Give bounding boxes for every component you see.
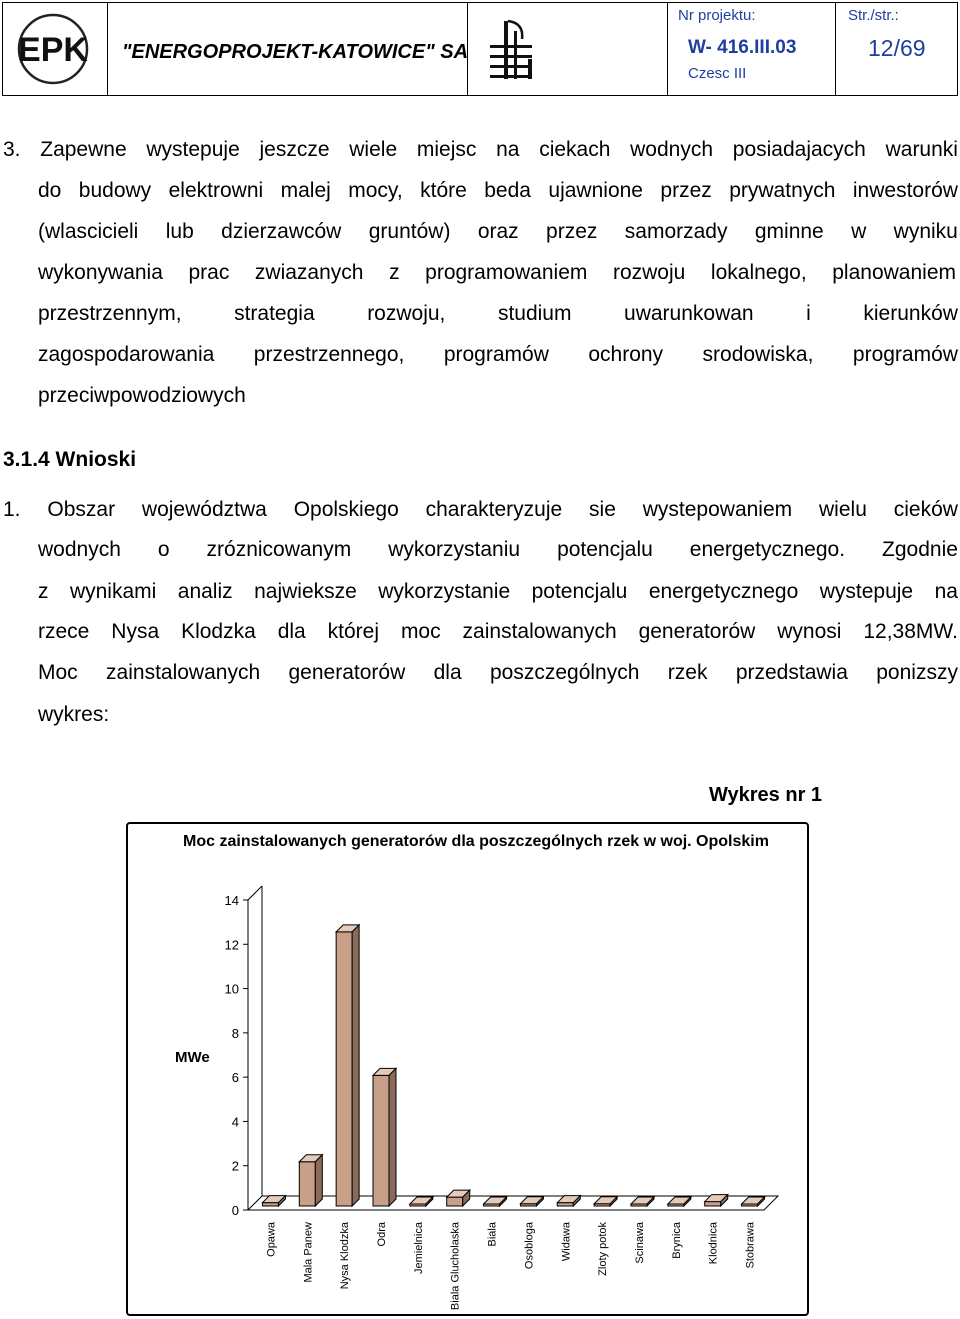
word: warunki xyxy=(885,138,958,161)
word: ponizszy xyxy=(876,661,958,684)
word: wykorzystaniu xyxy=(388,538,521,561)
word: Opolskiego xyxy=(293,498,399,521)
word: wykonywania xyxy=(38,261,163,284)
conclusion-line xyxy=(38,538,958,566)
word: na xyxy=(934,580,958,603)
paragraph-line xyxy=(38,384,246,412)
word: 12,38MW. xyxy=(863,620,958,643)
paragraph-line xyxy=(38,343,958,371)
x-tick-label: Stobrawa xyxy=(744,1222,757,1269)
company-logo xyxy=(3,3,107,95)
word: Obszar xyxy=(47,498,116,521)
project-number: W- 416.III.03 xyxy=(688,37,797,58)
word: wystepuje xyxy=(819,580,914,603)
word: dla xyxy=(277,620,306,643)
word: sie xyxy=(589,498,616,521)
word: wodnych xyxy=(38,538,121,561)
y-tick-label: 2 xyxy=(231,1158,239,1174)
chart-frame xyxy=(126,822,809,1316)
x-tick-label: Odra xyxy=(376,1222,388,1247)
word: wystepuje xyxy=(146,138,240,161)
y-tick-label: 8 xyxy=(231,1025,239,1041)
x-tick-label: Nysa Klodzka xyxy=(339,1222,352,1290)
company-name: "ENERGOPROJEKT-KATOWICE" SA xyxy=(122,41,469,63)
word: 3. xyxy=(3,138,21,161)
x-tick-label: Zloty potok xyxy=(597,1222,610,1276)
word: wodnych xyxy=(630,138,714,161)
logo-cell xyxy=(3,3,108,95)
word: strategia xyxy=(234,302,315,325)
word: programów xyxy=(852,343,958,366)
y-tick-label: 12 xyxy=(224,937,239,953)
word: elektrowni xyxy=(168,179,264,202)
word: samorzady xyxy=(624,220,728,243)
word: prywatnych xyxy=(729,179,836,202)
word: ciekach xyxy=(539,138,611,161)
word: budowy xyxy=(78,179,152,202)
word: Zgodnie xyxy=(882,538,958,561)
word: wystepowaniem xyxy=(642,498,793,521)
page-number: 12/69 xyxy=(868,35,926,61)
word: w xyxy=(851,220,867,243)
word: jeszcze xyxy=(259,138,330,161)
word: kierunków xyxy=(863,302,958,325)
project-part: Czesc III xyxy=(688,65,747,82)
word: rozwoju xyxy=(612,261,686,284)
word: programowaniem xyxy=(425,261,588,284)
word: wiele xyxy=(349,138,398,161)
word: zagospodarowania xyxy=(38,343,215,366)
word: analiz xyxy=(177,580,233,603)
x-tick-label: Scinawa xyxy=(634,1222,646,1264)
word: oraz xyxy=(477,220,519,243)
word: dzierzawców xyxy=(221,220,342,243)
word: generatorów xyxy=(638,620,756,643)
word: przez xyxy=(546,220,598,243)
word: przestrzennego, xyxy=(253,343,405,366)
x-tick-label: Mala Panew xyxy=(302,1222,315,1283)
word: gminne xyxy=(754,220,824,243)
conclusion-line xyxy=(38,661,958,689)
word: zainstalowanych xyxy=(462,620,617,643)
company-cell xyxy=(108,3,468,95)
word: do xyxy=(38,179,62,202)
word: srodowiska, xyxy=(702,343,814,366)
conclusion-line xyxy=(3,498,958,526)
word: województwa xyxy=(141,498,267,521)
word: poszczególnych xyxy=(490,661,640,684)
y-axis-label: MWe xyxy=(175,1049,210,1066)
word: lub xyxy=(165,220,194,243)
word: studium xyxy=(497,302,572,325)
word: Nysa xyxy=(111,620,160,643)
word: cieków xyxy=(893,498,958,521)
chart-title: Moc zainstalowanych generatorów dla poszczególnych rzek w woj. Opolskim xyxy=(183,833,769,850)
word: wielu xyxy=(819,498,867,521)
x-tick-label: Osobloga xyxy=(523,1222,536,1270)
paragraph-line xyxy=(38,220,958,248)
word: mocy, xyxy=(348,179,403,202)
x-tick-label: Biala Glucholaska xyxy=(449,1222,462,1311)
word: wykres: xyxy=(38,703,110,726)
word: wyniku xyxy=(893,220,958,243)
word: której xyxy=(327,620,380,643)
x-tick-label: Biala xyxy=(486,1222,499,1247)
word: moc xyxy=(400,620,441,643)
project-cell xyxy=(668,3,836,95)
word: zróznicowanym xyxy=(206,538,352,561)
y-tick-label: 14 xyxy=(224,893,239,908)
word: 1. xyxy=(3,498,21,521)
y-tick-label: 0 xyxy=(231,1203,239,1218)
section-heading: 3.1.4 Wnioski xyxy=(3,448,137,471)
conclusion-line xyxy=(38,703,109,731)
word: inwestorów xyxy=(852,179,958,202)
word: potencjalu xyxy=(557,538,653,561)
x-tick-label: Jemielnica xyxy=(412,1222,425,1274)
project-label: Nr projektu: xyxy=(678,7,756,24)
word: Moc xyxy=(38,661,78,684)
emblem-icon xyxy=(484,15,544,85)
word: dla xyxy=(433,661,462,684)
word: wynosi xyxy=(777,620,842,643)
paragraph-line xyxy=(38,261,956,289)
word: wykorzystanie xyxy=(378,580,511,603)
word: o xyxy=(157,538,170,561)
logo-text: EPK xyxy=(18,31,88,69)
word: rzek xyxy=(667,661,708,684)
word: miejsc xyxy=(416,138,477,161)
word: i xyxy=(806,302,811,325)
paragraph-line xyxy=(38,302,958,330)
conclusion-line xyxy=(38,580,958,608)
word: programów xyxy=(443,343,549,366)
word: przedstawia xyxy=(735,661,848,684)
word: Zapewne xyxy=(40,138,127,161)
word: prac xyxy=(188,261,230,284)
paragraph-line xyxy=(38,179,958,207)
x-tick-label: Brynica xyxy=(670,1222,683,1259)
word: generatorów xyxy=(288,661,406,684)
page-cell xyxy=(836,3,959,95)
word: przestrzennym, xyxy=(38,302,182,325)
word: wynikami xyxy=(69,580,157,603)
page-label: Str./str.: xyxy=(848,7,899,24)
word: energetycznego. xyxy=(689,538,846,561)
word: z xyxy=(38,580,49,603)
word: ochrony xyxy=(588,343,664,366)
y-tick-label: 4 xyxy=(231,1114,239,1130)
word: malej xyxy=(280,179,331,202)
y-tick-label: 10 xyxy=(224,981,239,997)
x-tick-label: Klodnica xyxy=(707,1222,720,1265)
word: zwiazanych xyxy=(254,261,364,284)
word: rozwoju, xyxy=(367,302,446,325)
emblem-cell xyxy=(468,3,668,95)
word: lokalnego, xyxy=(710,261,807,284)
word: przez xyxy=(660,179,712,202)
x-tick-label: Widawa xyxy=(560,1222,573,1262)
word: planowaniem xyxy=(832,261,956,284)
word: beda xyxy=(484,179,531,202)
word: posiadajacych xyxy=(732,138,866,161)
document-header xyxy=(2,2,958,96)
word: gruntów) xyxy=(368,220,451,243)
x-tick-label: Opawa xyxy=(265,1222,278,1257)
word: (wlascicieli xyxy=(38,220,139,243)
word: z xyxy=(389,261,400,284)
word: potencjalu xyxy=(531,580,628,603)
word: uwarunkowan xyxy=(624,302,754,325)
word: Klodzka xyxy=(181,620,256,643)
chart-caption: Wykres nr 1 xyxy=(709,784,823,806)
word: zainstalowanych xyxy=(106,661,261,684)
word: najwieksze xyxy=(254,580,357,603)
word: które xyxy=(420,179,467,202)
y-tick-label: 6 xyxy=(231,1070,239,1086)
word: rzece xyxy=(38,620,90,643)
word: charakteryzuje xyxy=(425,498,563,521)
paragraph-line xyxy=(3,138,958,166)
word: na xyxy=(496,138,520,161)
word: energetycznego xyxy=(648,580,799,603)
word: przeciwpowodziowych xyxy=(38,384,246,407)
word: ujawnione xyxy=(548,179,643,202)
conclusion-line xyxy=(38,620,958,648)
